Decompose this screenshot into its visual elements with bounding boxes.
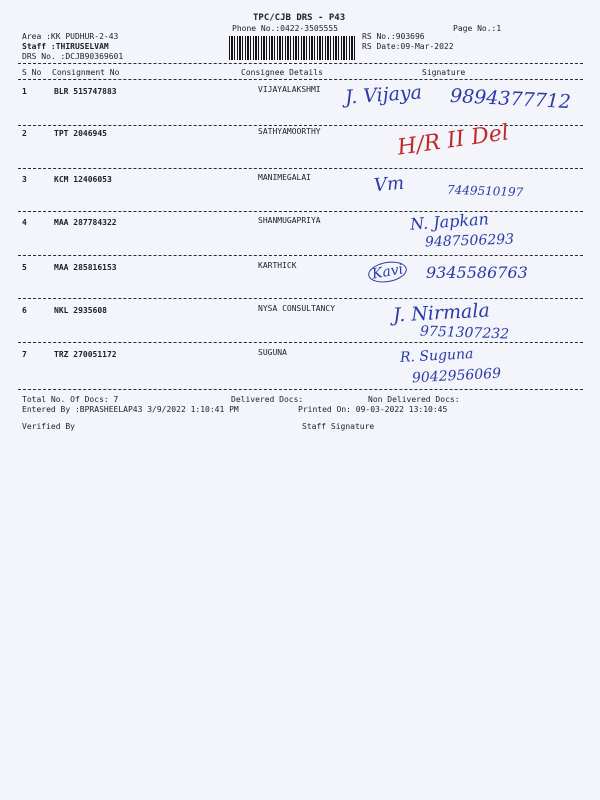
non-delivered-docs: Non Delivered Docs: [368, 395, 460, 404]
staff-signature-label: Staff Signature [302, 422, 375, 431]
handwritten-signature-phone: 7449510197 [446, 182, 524, 200]
drs-number: DRS No. :DCJB90369601 [22, 52, 124, 61]
handwritten-signature-name: Vm [373, 172, 405, 197]
divider [18, 63, 583, 64]
row-divider [18, 255, 583, 256]
row-consignee: NYSA CONSULTANCY [258, 304, 336, 313]
row-consignee: SATHYAMOORTHY [258, 127, 321, 136]
row-divider [18, 298, 583, 299]
handwritten-signature-name: N. Japkan [409, 209, 490, 234]
handwritten-signature-name: J. Vijaya [344, 81, 423, 109]
area-field: Area :KK PUDHUR-2-43 [22, 32, 119, 41]
row-consignee: MANIMEGALAI [258, 173, 311, 182]
row-consignment-no: TPT 2046945 [54, 129, 107, 138]
row-consignee: SUGUNA [258, 348, 287, 357]
document-title: TPC/CJB DRS - P43 [253, 13, 346, 23]
row-sno: 1 [22, 87, 27, 96]
rs-number: RS No.:903696 [362, 32, 425, 41]
handwritten-signature-phone: 9042956069 [411, 365, 502, 387]
page-number: Page No.:1 [453, 24, 502, 33]
handwritten-signature-name: R. Suguna [399, 346, 474, 366]
row-sno: 6 [22, 306, 27, 315]
entered-by: Entered By :BPRASHEELAP43 3/9/2022 1:10:41 PM [22, 405, 239, 414]
row-sno: 5 [22, 263, 27, 272]
row-consignee: SHANMUGAPRIYA [258, 216, 321, 225]
column-header-consignment: Consignment No [52, 68, 120, 77]
row-consignee: KARTHICK [258, 261, 297, 270]
staff-field: Staff :THIRUSELVAM [22, 42, 109, 51]
row-consignment-no: NKL 2935608 [54, 306, 107, 315]
handwritten-signature-name: J. Nirmala [392, 299, 491, 327]
handwritten-signature-phone: 9487506293 [424, 231, 515, 251]
divider [18, 79, 583, 80]
row-sno: 4 [22, 218, 27, 227]
row-sno: 3 [22, 175, 27, 184]
row-consignee: VIJAYALAKSHMI [258, 85, 321, 94]
barcode-image [229, 36, 357, 60]
handwritten-signature-phone: 9345586763 [426, 263, 528, 282]
row-consignment-no: BLR 515747883 [54, 87, 117, 96]
delivered-docs: Delivered Docs: [231, 395, 304, 404]
row-divider [18, 342, 583, 343]
row-divider [18, 168, 583, 169]
row-consignment-no: MAA 285816153 [54, 263, 117, 272]
handwritten-signature-phone: 9751307232 [419, 323, 510, 343]
column-header-signature: Signature [422, 68, 466, 77]
verified-by-label: Verified By [22, 422, 75, 431]
total-docs: Total No. Of Docs: 7 [22, 395, 119, 404]
row-sno: 2 [22, 129, 27, 138]
row-sno: 7 [22, 350, 27, 359]
row-divider [18, 211, 583, 212]
row-consignment-no: MAA 287784322 [54, 218, 117, 227]
column-header-consignee: Consignee Details [241, 68, 323, 77]
divider [18, 389, 583, 390]
row-consignment-no: KCM 12406053 [54, 175, 112, 184]
rs-date: RS Date:09-Mar-2022 [362, 42, 454, 51]
row-consignment-no: TRZ 270051172 [54, 350, 117, 359]
handwritten-signature-name: Kavi [367, 259, 409, 286]
handwritten-signature-phone: 9894377712 [449, 84, 572, 114]
printed-on: Printed On: 09-03-2022 13:10:45 [298, 405, 448, 414]
handwritten-signature-name: H/R II Del [395, 120, 511, 161]
phone-number: Phone No.:0422-3505555 [232, 24, 338, 33]
column-header-sno: S No [22, 68, 42, 77]
